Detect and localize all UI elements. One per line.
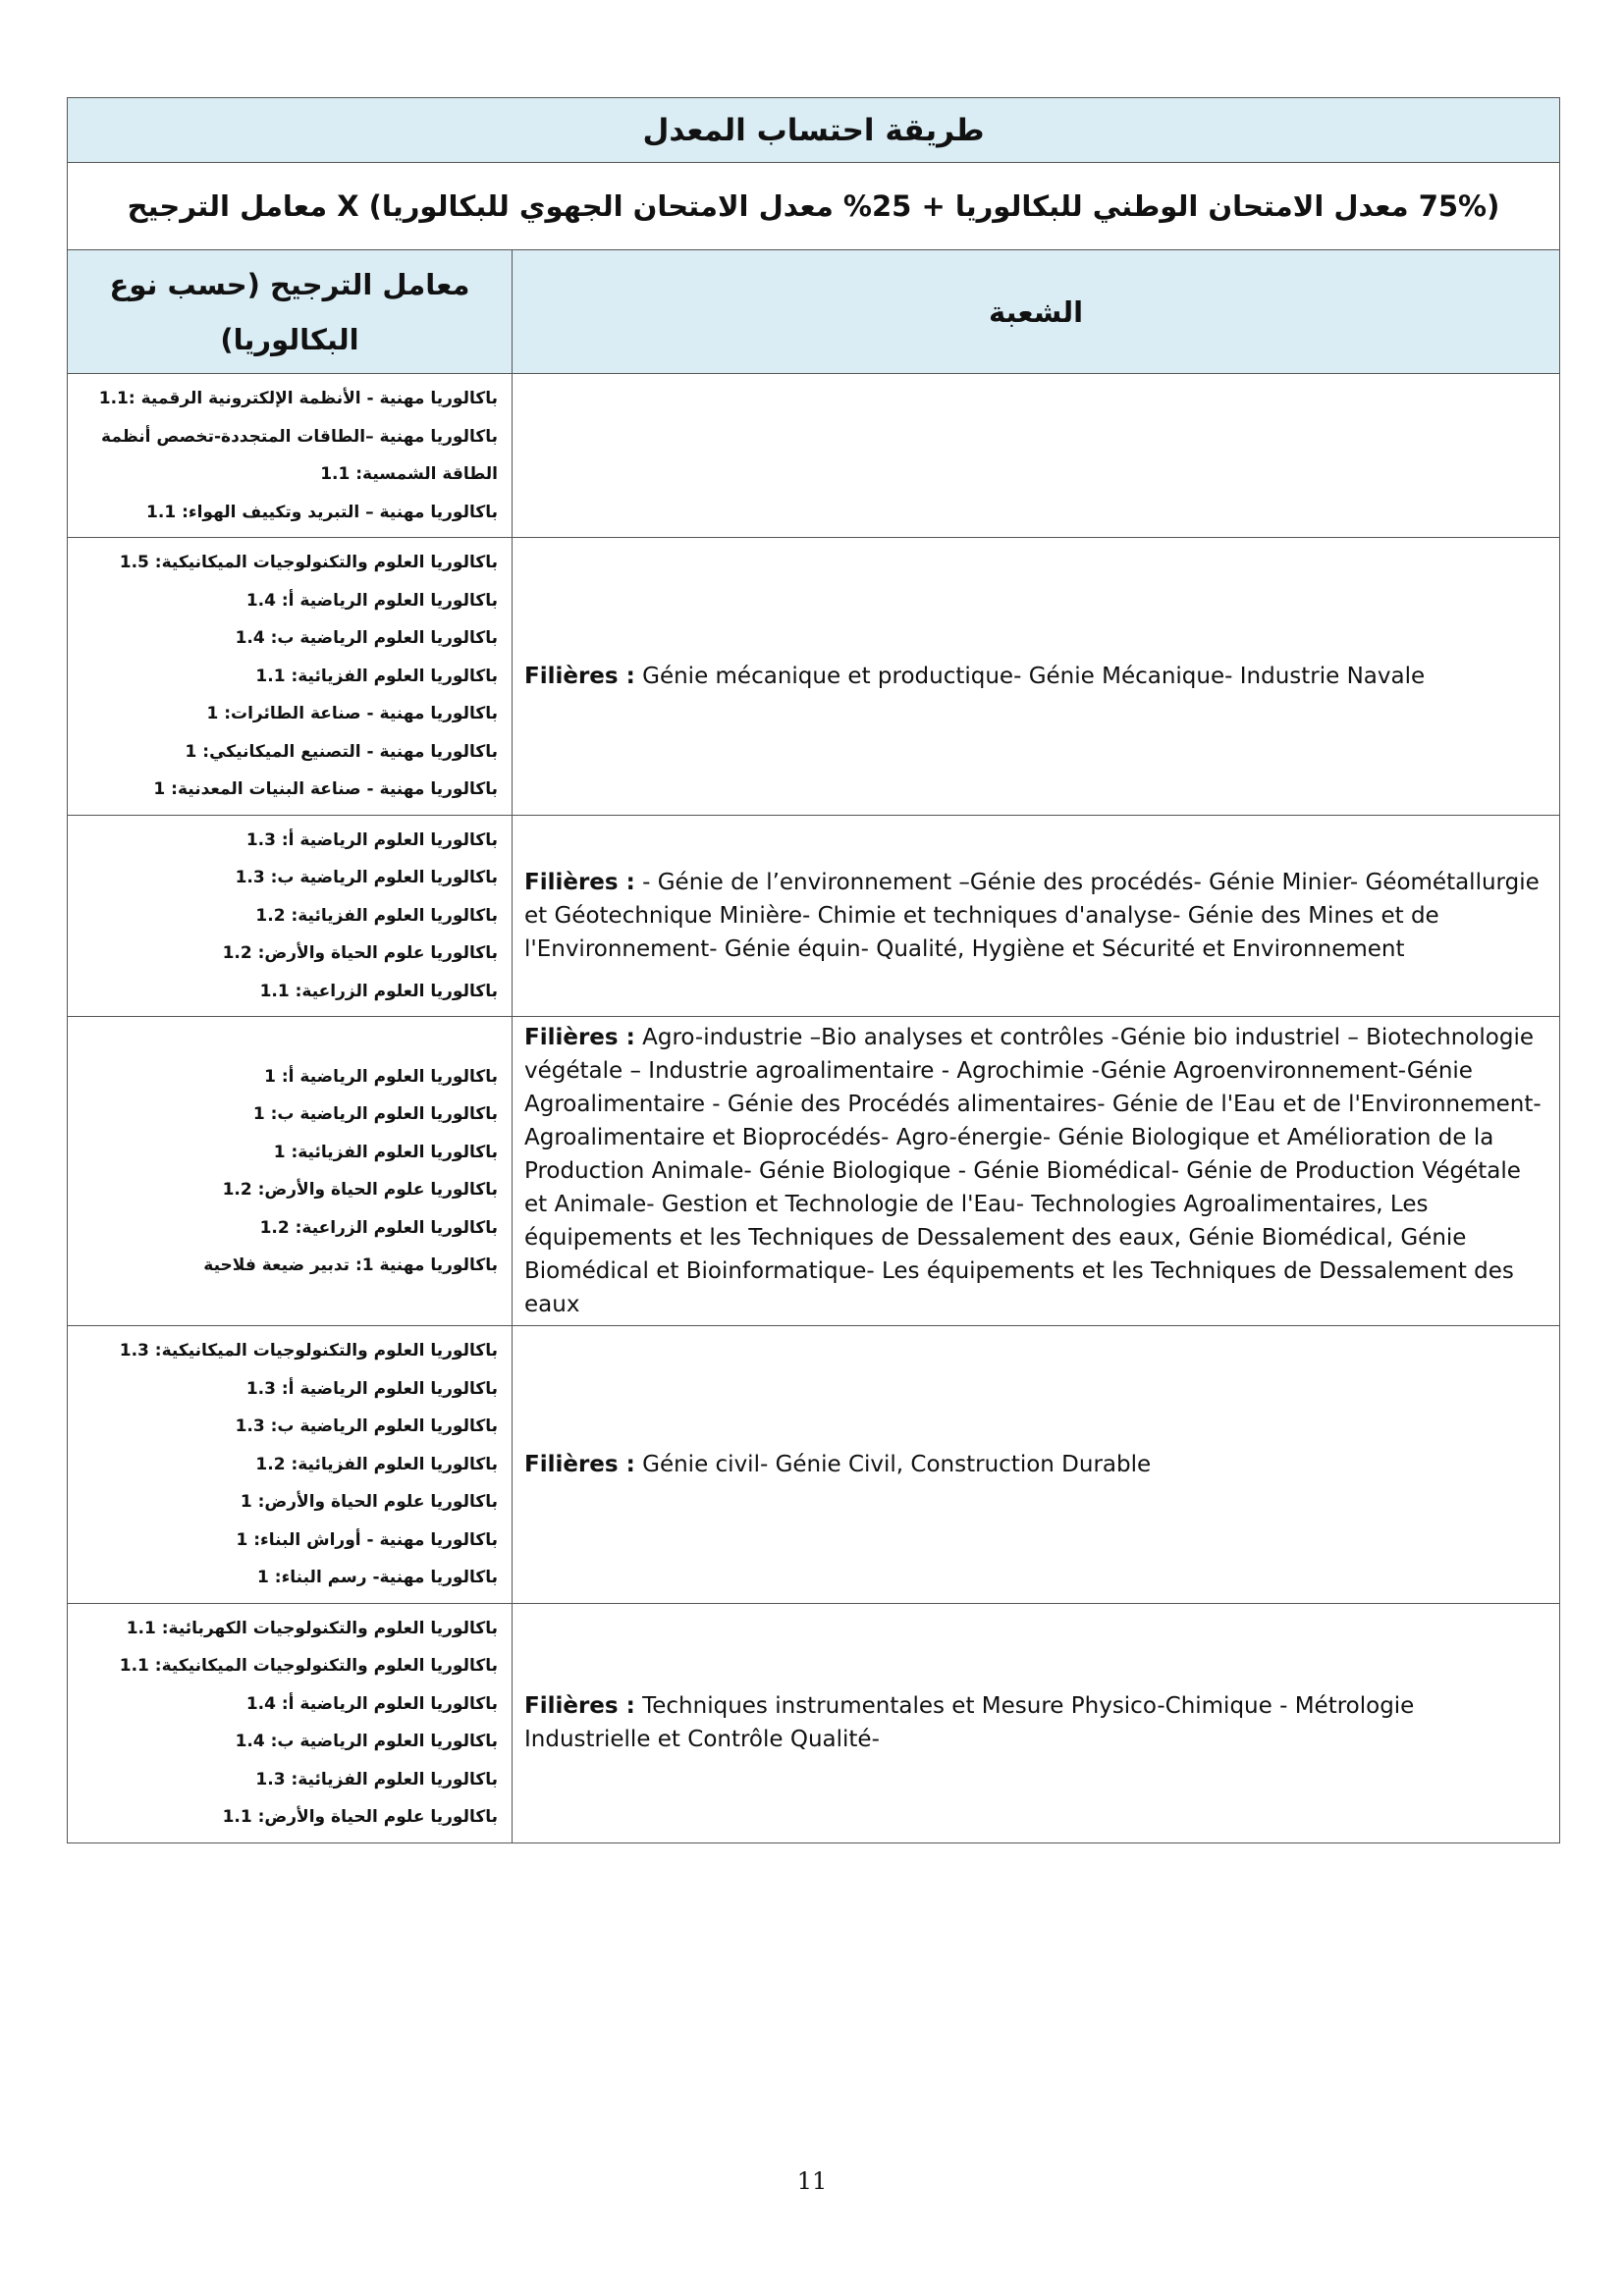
filiere-cell [513,1326,1560,1604]
table-body [68,374,1560,1843]
table-row [68,374,1560,538]
coefficient-cell [68,374,513,538]
coefficient-cell [68,815,513,1017]
table-row [68,815,1560,1017]
coefficient-line: باكالوريا العلوم الرياضية ب: 1.3 [235,868,498,887]
coefficient-cell [68,1603,513,1842]
coefficient-line: باكالوريا العلوم الرياضية أ: 1 [264,1066,498,1087]
coefficient-line: باكالوريا مهنية 1: تدبير ضيعة فلاحية [203,1255,498,1275]
coefficient-line: باكالوريا مهنية - التصنيع الميكانيكي: 1 [185,741,498,762]
filiere-text: - Génie de l’environnement –Génie des procédés- Génie Minier- Géométallurgie et Géotechnique Minière- Chimie et techniques d'analyse- Génie des Mines et de l'Environnement- Génie équin- Qualité, Hygiène et Sécurité et Environnement [524,869,1540,962]
table-row [68,538,1560,816]
coefficient-line: باكالوريا علوم الحياة والأرض: 1 [240,1492,498,1512]
coefficient-line: باكالوريا العلوم الرياضية أ: 1.4 [245,1693,498,1714]
column-header-row [68,250,1560,374]
coefficient-line: باكالوريا العلوم الزراعية: 1.2 [259,1217,498,1238]
header-filiere: الشعبة [513,250,1560,374]
table-row [68,1603,1560,1842]
table-row [68,1017,1560,1326]
filiere-text: Techniques instrumentales et Mesure Physico-Chimique - Métrologie Industrielle et Contrôle Qualité- [524,1693,1415,1752]
coefficient-line: باكالوريا مهنية - صناعة الطائرات: 1 [206,704,498,723]
coefficient-line: باكالوريا العلوم الفزيائية: 1.2 [255,1454,498,1474]
coefficient-line: باكالوريا العلوم الرياضية ب: 1 [252,1104,498,1124]
filiere-cell [513,538,1560,816]
coefficient-line: باكالوريا العلوم الرياضية ب: 1.4 [235,1732,498,1751]
coefficient-line: باكالوريا العلوم الفزيائية: 1.3 [255,1769,498,1789]
coefficient-line: باكالوريا علوم الحياة والأرض: 1.2 [222,943,498,963]
coefficient-table [67,97,1560,1843]
coefficient-line: باكالوريا العلوم الرياضية أ: 1.3 [245,829,498,850]
filiere-cell [513,815,1560,1017]
coefficient-line: باكالوريا العلوم الفزيائية: 1.1 [255,666,498,686]
coefficient-line: باكالوريا العلوم الرياضية ب: 1.3 [235,1416,498,1436]
coefficient-line: باكالوريا العلوم الرياضية أ: 1.3 [245,1378,498,1399]
filiere-cell [513,1603,1560,1842]
filiere-label: Filières : [524,1025,635,1050]
coefficient-line: باكالوريا العلوم والتكنولوجيات الميكانيكية: 1.1 [119,1656,498,1676]
coefficient-line: باكالوريا العلوم الفزيائية: 1.2 [255,905,498,926]
filiere-label: Filières : [524,1693,635,1719]
coefficient-line: باكالوريا العلوم والتكنولوجيات الميكانيكية: 1.3 [119,1341,498,1361]
coefficient-line: باكالوريا مهنية - أوراش البناء: 1 [236,1529,498,1550]
title-row [68,98,1560,163]
coefficient-line: باكالوريا العلوم الفزيائية: 1 [273,1142,498,1162]
coefficient-cell [68,1326,513,1604]
filiere-cell [513,1017,1560,1326]
formula: (75% معدل الامتحان الوطني للبكالوريا + 25% معدل الامتحان الجهوي للبكالوريا) X معامل الترجيح [68,163,1560,250]
coefficient-cell [68,538,513,816]
table-row [68,1326,1560,1604]
filiere-text: Génie civil- Génie Civil, Construction Durable [642,1451,1152,1477]
coefficient-line: باكالوريا مهنية - صناعة البنيات المعدنية: 1 [153,779,498,799]
formula-row [68,163,1560,250]
coefficient-line: باكالوريا مهنية –الطاقات المتجددة-تخصص أنظمة [101,426,498,447]
coefficient-line: باكالوريا علوم الحياة والأرض: 1.2 [222,1180,498,1200]
filiere-text: Génie mécanique et productique- Génie Mécanique- Industrie Navale [642,663,1426,689]
coefficient-line: باكالوريا العلوم الرياضية ب: 1.4 [235,628,498,648]
coefficient-line: باكالوريا علوم الحياة والأرض: 1.1 [222,1807,498,1827]
filiere-text: Agro-industrie –Bio analyses et contrôles -Génie bio industriel – Biotechnologie végétale – Industrie agroalimentaire - Agrochimie -Génie Agroenvironnement-Génie Agroalimentaire - Génie des Procédés alimentaires- Génie de l'Eau et de l'Environnement- Agroalimentaire et Bioprocédés- Agro-énergie- Génie Biologique et Amélioration de la Production Animale- Génie Biologique - Génie Biomédical- Génie de Production Végétale et Animale- Gestion et Technologie de l'Eau- Technologies Agroalimentaires, Les équipements et les Techniques de Dessalement des eaux, Génie Biomédical, Génie Biomédical et Bioinformatique- Les équipements et les Techniques de Dessalement des eaux [524,1025,1542,1317]
coefficient-line: باكالوريا العلوم والتكنولوجيات الميكانيكية: 1.5 [119,553,498,572]
coefficient-line: باكالوريا مهنية – التبريد وتكييف الهواء: 1.1 [146,502,498,522]
coefficient-line: باكالوريا العلوم الزراعية: 1.1 [259,981,498,1001]
filiere-cell [513,374,1560,538]
coefficient-line: باكالوريا مهنية- رسم البناء: 1 [257,1568,498,1587]
header-coefficient: معامل الترجيح (حسب نوع البكالوريا) [68,250,513,374]
coefficient-cell [68,1017,513,1326]
page-number: 11 [796,2167,828,2195]
table-title: طريقة احتساب المعدل [68,98,1560,163]
filiere-label: Filières : [524,663,635,689]
coefficient-line: باكالوريا العلوم والتكنولوجيات الكهربائية: 1.1 [126,1618,498,1638]
filiere-label: Filières : [524,1451,635,1477]
coefficient-line: باكالوريا مهنية - الأنظمة الإلكترونية الرقمية :1.1 [98,389,498,408]
filiere-label: Filières : [524,869,635,895]
coefficient-line: الطاقة الشمسية: 1.1 [320,464,498,484]
coefficient-line: باكالوريا العلوم الرياضية أ: 1.4 [245,590,498,611]
